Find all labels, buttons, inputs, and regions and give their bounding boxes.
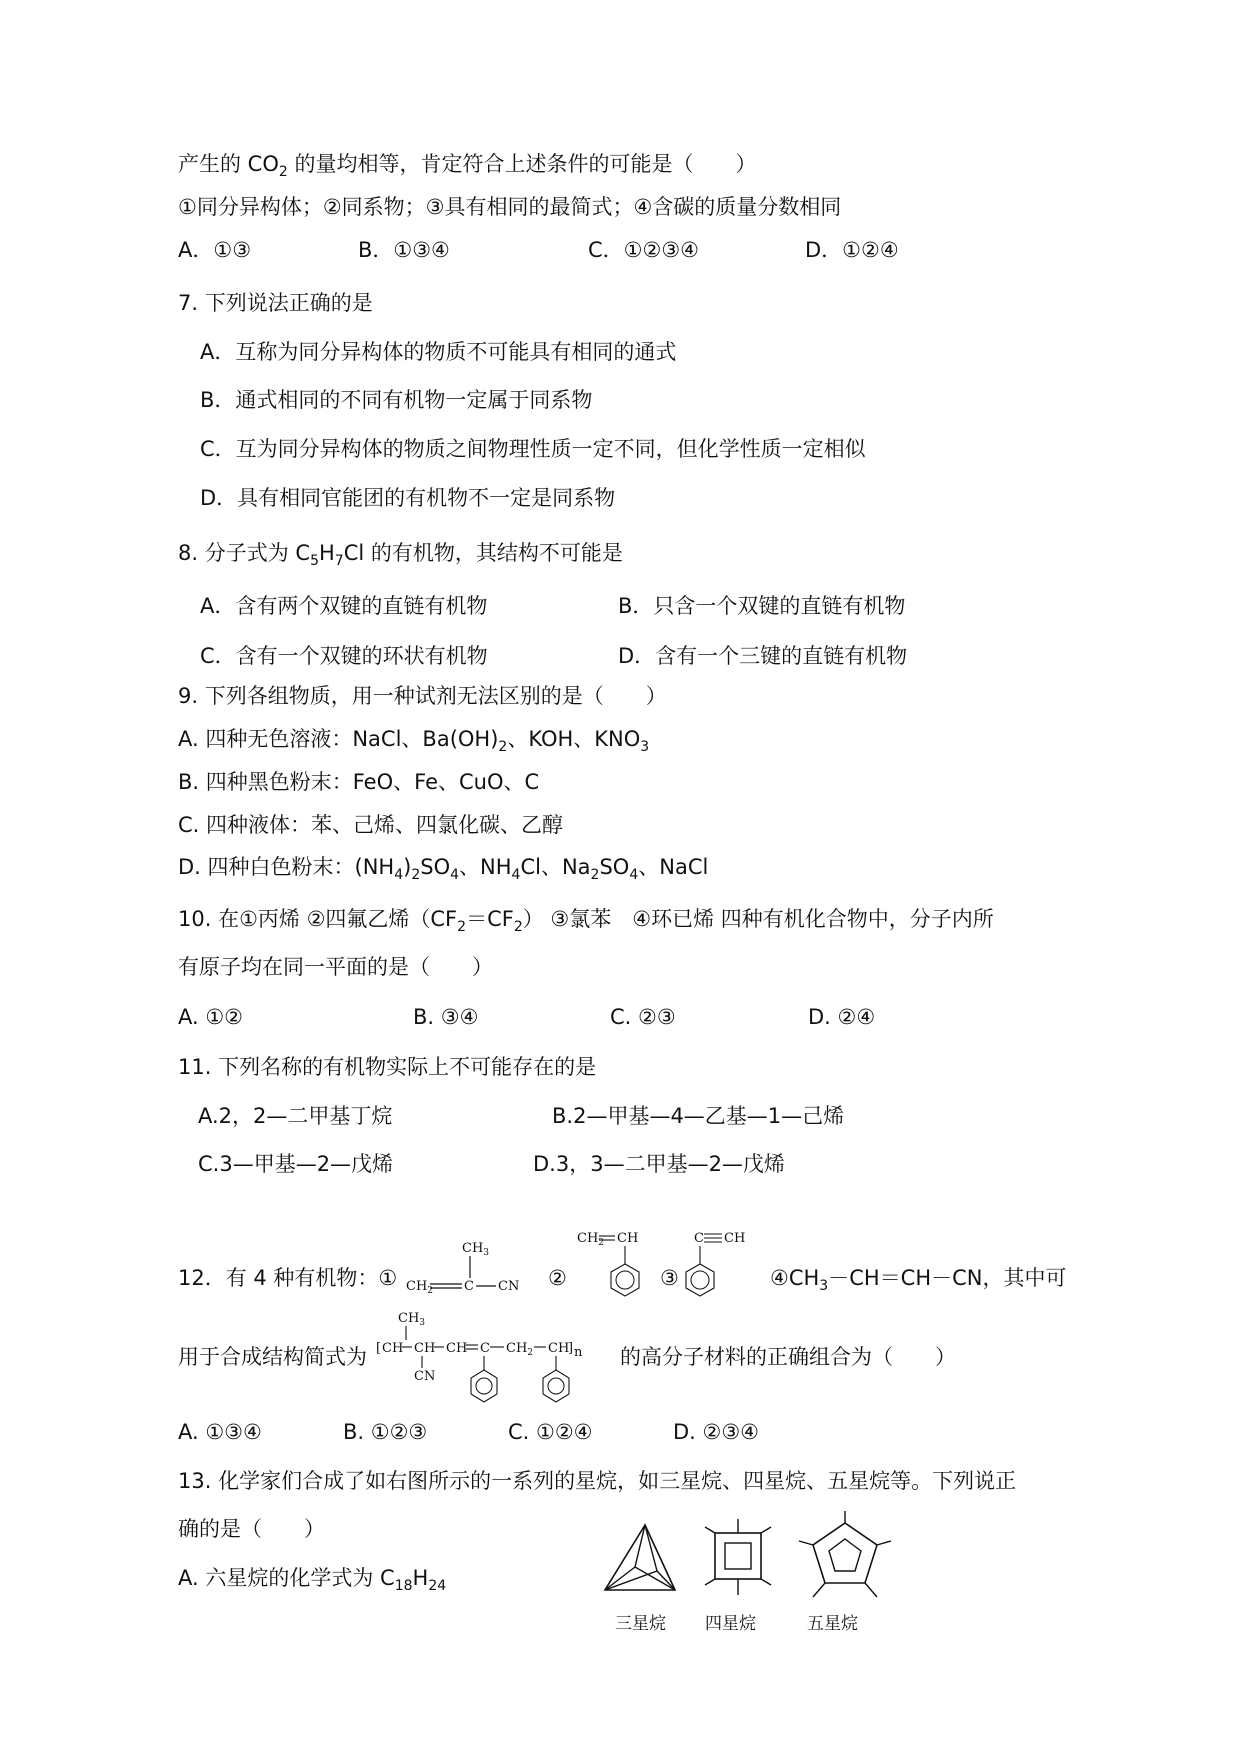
q7-option-b: B．通式相同的不同有机物一定属于同系物 [200,388,593,412]
svg-text:CN: CN [414,1369,436,1384]
q10-line1-pre: 10. 在①丙烯 ②四氟乙烯（CF [178,907,458,931]
pentastrane-structure [799,1511,891,1597]
q12-option-d: D. ②③④ [673,1420,759,1444]
q6-option-b: B．①③④ [358,238,450,262]
q9-a-pre: A. 四种无色溶液：NaCl、Ba(OH) [178,727,499,751]
fig-label-5: 五星烷 [807,1614,858,1634]
q6-option-a: A．①③ [178,238,252,262]
svg-text:CH2: $CH_2$ [506,1341,534,1358]
q12-mark-4 [770,1264,1066,1300]
q9-stem: 9. 下列各组物质，用一种试剂无法区别的是（ ） [178,684,667,708]
q9-d-s4: 4 [511,867,521,883]
q13-a-pre: A. 六星烷的化学式为 C [178,1566,395,1590]
q8-option-a: A．含有两个双键的直链有机物 [200,594,488,618]
q9-option-b: B. 四种黑色粉末：FeO、Fe、CuO、C [178,770,540,794]
q12-structure-3-phenylacetylene [682,1230,762,1310]
svg-text:CH: CH [414,1341,436,1356]
q12-line2-post: 的高分子材料的正确组合为（ ） [620,1345,956,1369]
q6-line1-post: 的量均相等，肯定符合上述条件的可能是（ ） [287,152,757,176]
q11-option-d: D.3，3—二甲基—2—戊烯 [533,1152,785,1176]
q13-a-sub1: 18 [394,1578,413,1594]
q9-d-p3: SO [420,855,451,879]
q13-a-mid: H [412,1566,429,1590]
q9-d-s6: 4 [629,867,639,883]
q11-stem: 11. 下列名称的有机物实际上不可能存在的是 [178,1055,597,1079]
q8-option-c: C．含有一个双键的环状有机物 [200,644,488,668]
star-alkane-figure [595,1505,905,1635]
svg-text:CH: CH [724,1231,746,1246]
svg-text:C: C [694,1231,704,1246]
q7-option-d: D．具有相同官能团的有机物不一定是同系物 [200,486,616,510]
q11-option-c: C.3—甲基—2—戊烯 [198,1152,394,1176]
q10-eq: ＝CF [466,907,514,931]
q8-stem-pre: 8. 分子式为 C [178,541,311,565]
q13-option-a [178,1564,446,1600]
q8-mid: H [318,541,335,565]
q12-structure-2-styrene [575,1230,655,1310]
q7-option-a: A．互称为同分异构体的物质不可能具有相同的通式 [200,340,677,364]
q9-d-s1: 4 [394,867,404,883]
q12-m4-sub: 3 [819,1278,829,1294]
q6-option-c: C．①②③④ [588,238,699,262]
q10-option-d: D. ②④ [808,1005,876,1029]
q10-sub2: 2 [513,919,523,935]
q10-sub1: 2 [457,919,467,935]
q13-line1: 13. 化学家们合成了如右图所示的一系列的星烷，如三星烷、四星烷、五星烷等。下列说正 [178,1469,1017,1493]
svg-text:CH2: $CH_2$ [577,1231,605,1248]
q9-option-a [178,725,649,761]
q12-option-c: C. ①②④ [508,1420,593,1444]
q9-d-s2: 2 [411,867,421,883]
q7-option-c: C．互为同分异构体的物质之间物理性质一定不同，但化学性质一定相似 [200,437,866,461]
fig-label-3: 三星烷 [615,1614,666,1634]
fig-label-4: 四星烷 [705,1614,756,1634]
q6-line1-sub: 2 [278,164,288,180]
q12-stem: 12．有 4 种有机物：① [178,1266,398,1290]
q10-line1-post: ） ③氯苯 ④环已烯 四种有机化合物中，分子内所 [522,907,994,931]
q12-m4-pre: ④CH [770,1266,820,1290]
q7-stem: 7. 下列说法正确的是 [178,291,373,315]
s1-ch2: $CH_2$ [406,1279,434,1296]
svg-text:[: [ [376,1341,382,1356]
q12-mark-3: ③ [660,1266,679,1290]
q13-a-sub2: 24 [428,1578,447,1594]
q10-line2: 有原子均在同一平面的是（ ） [178,955,493,979]
q8-sub1: 5 [310,553,319,569]
q9-d-p4: 、NH [459,855,512,879]
svg-text:CH: CH [617,1231,639,1246]
q12-mark-2: ② [548,1266,567,1290]
q12-option-b: B. ①②③ [343,1420,428,1444]
q9-d-p7: 、NaCl [638,855,709,879]
q9-d-p2: ) [403,855,412,879]
q13-line2: 确的是（ ） [178,1517,325,1541]
svg-text:C: C [480,1341,490,1356]
triastrane-structure [605,1525,675,1590]
q8-option-b: B．只含一个双键的直链有机物 [618,594,906,618]
q9-a-sub2: 3 [640,739,650,755]
q8-stem-post: Cl 的有机物，其结构不可能是 [343,541,623,565]
q10-line1 [178,905,994,941]
q9-d-p5: Cl、Na [520,855,591,879]
svg-text:CH3: $CH_3$ [398,1311,426,1328]
q12-option-a: A. ①③④ [178,1420,262,1444]
q12-polymer-structure [376,1310,636,1420]
q10-option-b: B. ③④ [413,1005,479,1029]
q11-option-b: B.2—甲基—4—乙基—1—己烯 [552,1104,845,1128]
svg-text:CH: CH [548,1341,570,1356]
q10-option-c: C. ②③ [610,1005,676,1029]
q9-a-sub1: 2 [498,739,508,755]
q12-m4-post: －CH＝CH－CN，其中可 [828,1266,1067,1290]
svg-text:]: ] [568,1341,574,1356]
svg-text:C: C [464,1279,474,1294]
q6-conditions: ①同分异构体；②同系物；③具有相同的最简式；④含碳的质量分数相同 [178,195,842,219]
q9-a-mid: 、KOH、KNO [507,727,641,751]
svg-text:CH: CH [446,1341,468,1356]
s1-ch3: $CH_3$ [462,1241,490,1258]
q6-option-d: D．①②④ [805,238,899,262]
q11-option-a: A.2，2—二甲基丁烷 [198,1104,393,1128]
q6-line1-pre: 产生的 CO [178,152,279,176]
q9-d-p6: SO [599,855,630,879]
q10-option-a: A. ①② [178,1005,243,1029]
q12-structure-1 [400,1240,530,1300]
svg-text:CH: CH [382,1341,404,1356]
q12-line2-pre: 用于合成结构简式为 [178,1345,367,1369]
tetrastrane-structure [705,1519,771,1595]
q9-option-c: C. 四种液体：苯、己烯、四氯化碳、乙醇 [178,813,564,837]
q8-sub2: 7 [334,553,344,569]
q9-d-s5: 2 [590,867,600,883]
q6-line1 [178,150,756,186]
q9-option-d [178,853,708,889]
svg-text:n: n [574,1345,583,1360]
q9-d-p1: D. 四种白色粉末：(NH [178,855,395,879]
q9-d-s3: 4 [450,867,460,883]
q8-option-d: D．含有一个三键的直链有机物 [618,644,908,668]
q8-stem [178,539,623,575]
s1-cn: CN [498,1279,520,1294]
